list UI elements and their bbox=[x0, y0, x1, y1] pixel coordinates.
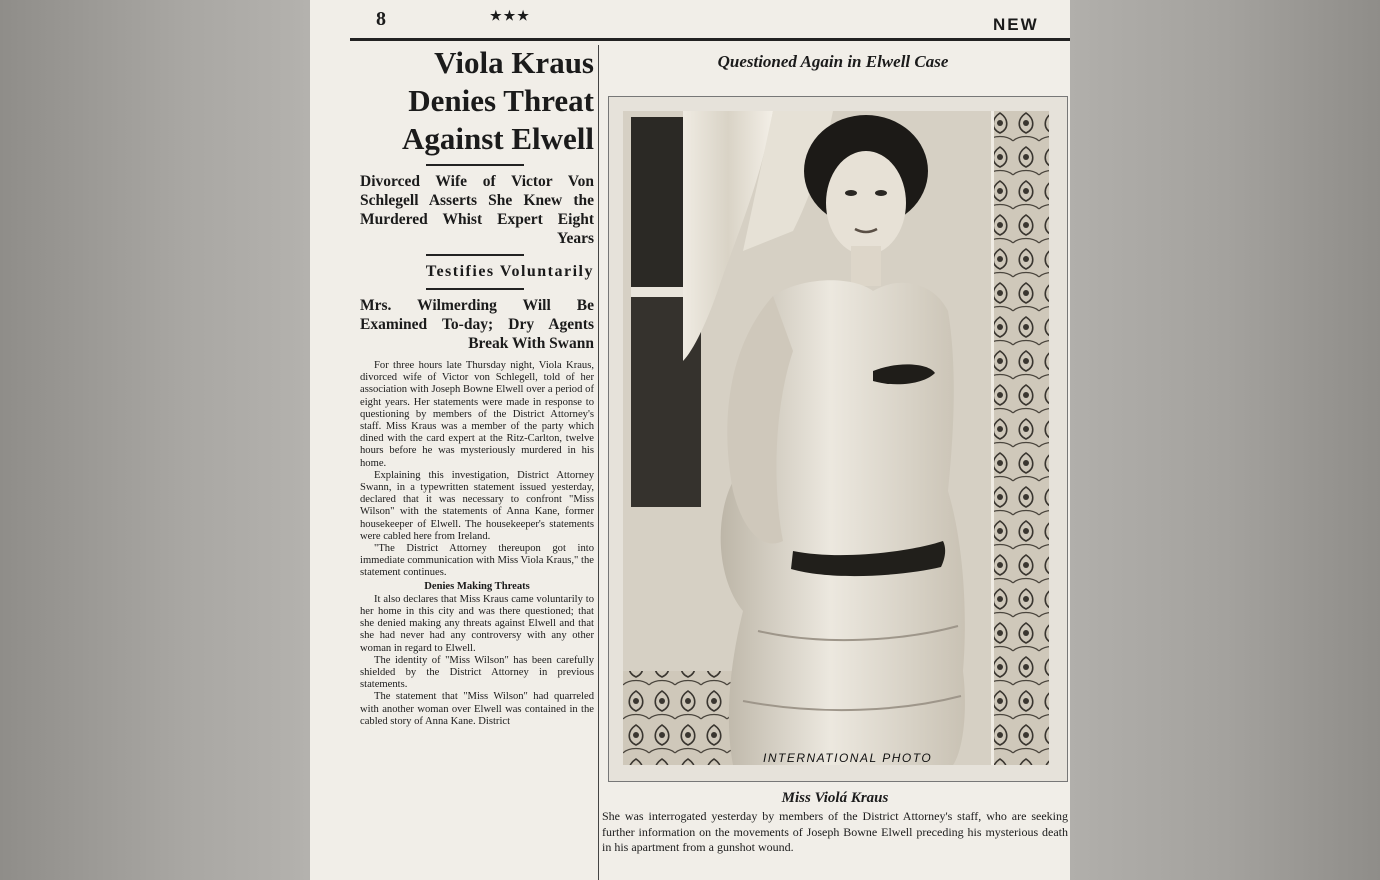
portrait-photo bbox=[623, 111, 1049, 765]
column-rule bbox=[598, 45, 599, 880]
heading-rule bbox=[426, 288, 524, 290]
article-paragraph: It also declares that Miss Kraus came voluntarily to her home in this city and was there questioned; that she denied making any threats against Elwell and that she had never had any controversy with any other woman in regard to Elwell. bbox=[360, 593, 594, 654]
article-heading-block bbox=[356, 44, 594, 353]
headline-line: Against Elwell bbox=[401, 121, 594, 156]
page-number: 8 bbox=[376, 8, 386, 30]
article-paragraph: Explaining this investigation, District Attorney Swann, in a typewritten statement issued yesterday, declared that it was necessary to confront "Miss Wilson" with the statements of Anna Kane, former housekeeper of Elwell. The housekeeper's statements were cabled here from Ireland. bbox=[360, 469, 594, 542]
article-paragraph: "The District Attorney thereupon got into immediate communication with Miss Viola Kraus," the statement continues. bbox=[360, 543, 594, 579]
newspaper-page bbox=[310, 0, 1070, 880]
heading-rule bbox=[426, 164, 524, 166]
blurred-background-right bbox=[1070, 0, 1380, 880]
headline-line: Viola Kraus bbox=[434, 45, 594, 80]
photo-title: Questioned Again in Elwell Case bbox=[717, 52, 949, 71]
article-paragraph: The identity of "Miss Wilson" has been carefully shielded by the District Attorney in previous statements. bbox=[360, 654, 594, 691]
deck-primary: Divorced Wife of Victor Von Schlegell Asserts She Knew the Murdered Whist Expert Eight Years bbox=[360, 173, 594, 247]
deck-secondary: Mrs. Wilmerding Will Be Examined To-day; Dry Agents Break With Swann bbox=[360, 297, 594, 352]
subhead: Testifies Voluntarily bbox=[425, 263, 594, 280]
portrait-illustration bbox=[623, 111, 1049, 765]
photo-frame bbox=[608, 96, 1068, 782]
crosshead: Denies Making Threats bbox=[424, 580, 530, 592]
headline-line: Denies Threat bbox=[408, 83, 594, 118]
top-rule bbox=[350, 38, 1070, 41]
blurred-background-left bbox=[0, 0, 310, 880]
heading-rule bbox=[426, 254, 524, 256]
caption-body: She was interrogated yesterday by members of the District Attorney's staff, who are seeking further information on the movements of Joseph Bowne Elwell preceding his mysterious death in his apartment from a gunshot wound. bbox=[602, 809, 1068, 854]
article-paragraph: For three hours late Thursday night, Viola Kraus, divorced wife of Victor von Schlegell, told of her association with Joseph Bowne Elwell over a period of eight years. Her statements were made in response to questioning by members of the District Attorney's staff. Miss Kraus was a member of the party which dined with the card expert at the Ritz-Carlton, twelve hours before he was mysteriously murdered in his home. bbox=[360, 360, 594, 469]
caption-title: Miss Violá Kraus bbox=[781, 790, 889, 806]
photo-credit: INTERNATIONAL PHOTO bbox=[763, 751, 933, 765]
article-body bbox=[360, 360, 594, 728]
masthead-fragment: NEW bbox=[993, 15, 1039, 34]
headline bbox=[356, 44, 594, 158]
edition-stars: ★★★ bbox=[490, 8, 531, 23]
article-paragraph: The statement that "Miss Wilson" had quarreled with another woman over Elwell was contained in the cabled story of Anna Kane. District bbox=[360, 691, 594, 727]
